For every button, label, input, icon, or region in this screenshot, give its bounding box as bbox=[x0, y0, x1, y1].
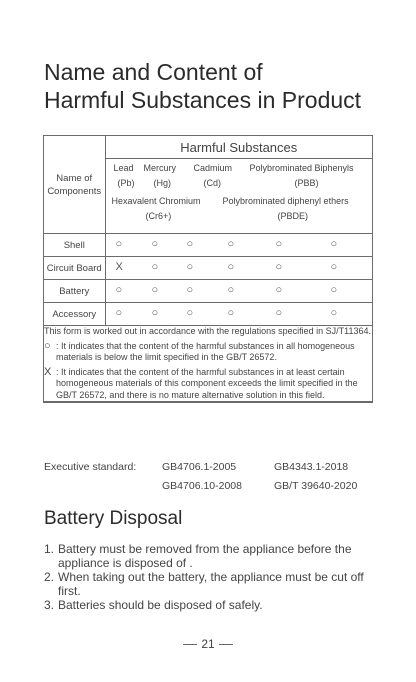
mercury-symbol: (Hg) bbox=[153, 178, 171, 188]
table-row bbox=[44, 257, 372, 280]
value-cell: ○ bbox=[330, 261, 338, 273]
standard-item: GB/T 39640-2020 bbox=[274, 480, 358, 492]
value-cell: ○ bbox=[115, 284, 123, 296]
value-cell: ○ bbox=[275, 261, 283, 273]
harmful-substances-table bbox=[43, 135, 373, 403]
chromium-symbol: (Cr6+) bbox=[145, 211, 172, 221]
lead-symbol: (Pb) bbox=[117, 178, 135, 188]
value-cell: ○ bbox=[151, 307, 159, 319]
title-line-1: Name and Content of bbox=[44, 59, 263, 85]
table-row bbox=[44, 280, 372, 303]
pbde-label: Polybrominated diphenyl ethers bbox=[222, 196, 349, 206]
list-item bbox=[44, 542, 384, 570]
value-cell: ○ bbox=[115, 307, 123, 319]
table-row bbox=[44, 303, 372, 326]
row-label: Shell bbox=[44, 234, 105, 257]
page-number-footer bbox=[0, 637, 416, 651]
value-cell: ○ bbox=[151, 238, 159, 250]
x-mark: X bbox=[44, 365, 52, 378]
dash-left bbox=[183, 644, 197, 645]
value-cell: ○ bbox=[227, 261, 235, 273]
list-number: 1. bbox=[44, 542, 55, 556]
circle-mark: ○ bbox=[44, 339, 51, 352]
value-cell: ○ bbox=[186, 261, 194, 273]
notes-intro: This form is worked out in accordance with the regulations specified in SJ/T11364. bbox=[44, 326, 371, 336]
battery-disposal-heading: Battery Disposal bbox=[44, 508, 183, 529]
row-label: Battery bbox=[44, 280, 105, 303]
lead-label: Lead bbox=[113, 163, 134, 173]
dash-right bbox=[219, 644, 233, 645]
list-item bbox=[44, 598, 384, 612]
table-row bbox=[44, 234, 372, 257]
list-text: Battery must be removed from the appliance before the appliance is disposed of . bbox=[58, 542, 352, 570]
list-number: 3. bbox=[44, 598, 55, 612]
value-cell: ○ bbox=[275, 284, 283, 296]
pbde-symbol: (PBDE) bbox=[277, 211, 309, 221]
title-line-2: Harmful Substances in Product bbox=[44, 87, 362, 113]
value-cell: ○ bbox=[330, 238, 338, 250]
mercury-label: Mercury bbox=[143, 163, 177, 173]
value-cell: ○ bbox=[227, 284, 235, 296]
circle-note-text: : It indicates that the content of the harmful substances in all homogeneous materials is below the limit specified in the GB/T 26572. bbox=[56, 340, 355, 362]
value-cell: ○ bbox=[186, 307, 194, 319]
battery-disposal-list bbox=[44, 542, 384, 612]
value-cell: ○ bbox=[275, 307, 283, 319]
value-cell: ○ bbox=[227, 238, 235, 250]
standard-label: Executive standard: bbox=[44, 461, 137, 473]
list-text: Batteries should be disposed of safely. bbox=[58, 598, 263, 612]
x-note bbox=[44, 367, 372, 402]
pbb-label: Polybrominated Biphenyls bbox=[249, 163, 354, 173]
standard-item: GB4343.1-2018 bbox=[274, 461, 349, 473]
cadmium-symbol: (Cd) bbox=[203, 178, 221, 188]
value-cell: ○ bbox=[227, 307, 235, 319]
harmful-substances-header: Harmful Substances bbox=[105, 136, 372, 159]
row-label: Circuit Board bbox=[44, 257, 105, 280]
list-item bbox=[44, 570, 384, 598]
value-cell: ○ bbox=[186, 238, 194, 250]
table-notes bbox=[44, 326, 372, 402]
x-note-text: : It indicates that the content of the harmful substances in at least certain homogeneous materials of this component exceeds the limit specified in the GB/T 26572, and there is no mature alternative solution in this field. bbox=[56, 366, 358, 400]
chromium-label: Hexavalent Chromium bbox=[111, 196, 201, 206]
cadmium-label: Cadmium bbox=[193, 163, 233, 173]
substances-header bbox=[105, 159, 372, 234]
list-number: 2. bbox=[44, 570, 55, 584]
standard-item: GB4706.1-2005 bbox=[162, 461, 237, 473]
circle-note bbox=[44, 341, 372, 364]
name-of-components-header: Name of Components bbox=[44, 136, 105, 234]
page-title bbox=[44, 58, 404, 114]
pbb-symbol: (PBB) bbox=[294, 178, 319, 188]
standard-item: GB4706.10-2008 bbox=[162, 480, 242, 492]
row-label: Accessory bbox=[44, 303, 105, 326]
value-cell: ○ bbox=[330, 307, 338, 319]
value-cell: ○ bbox=[151, 284, 159, 296]
value-cell: ○ bbox=[330, 284, 338, 296]
page-number: 21 bbox=[201, 637, 215, 651]
value-cell: X bbox=[115, 261, 123, 273]
value-cell: ○ bbox=[275, 238, 283, 250]
value-cell: ○ bbox=[151, 261, 159, 273]
value-cell: ○ bbox=[115, 238, 123, 250]
value-cell: ○ bbox=[186, 284, 194, 296]
list-text: When taking out the battery, the appliance must be cut off first. bbox=[58, 570, 364, 598]
